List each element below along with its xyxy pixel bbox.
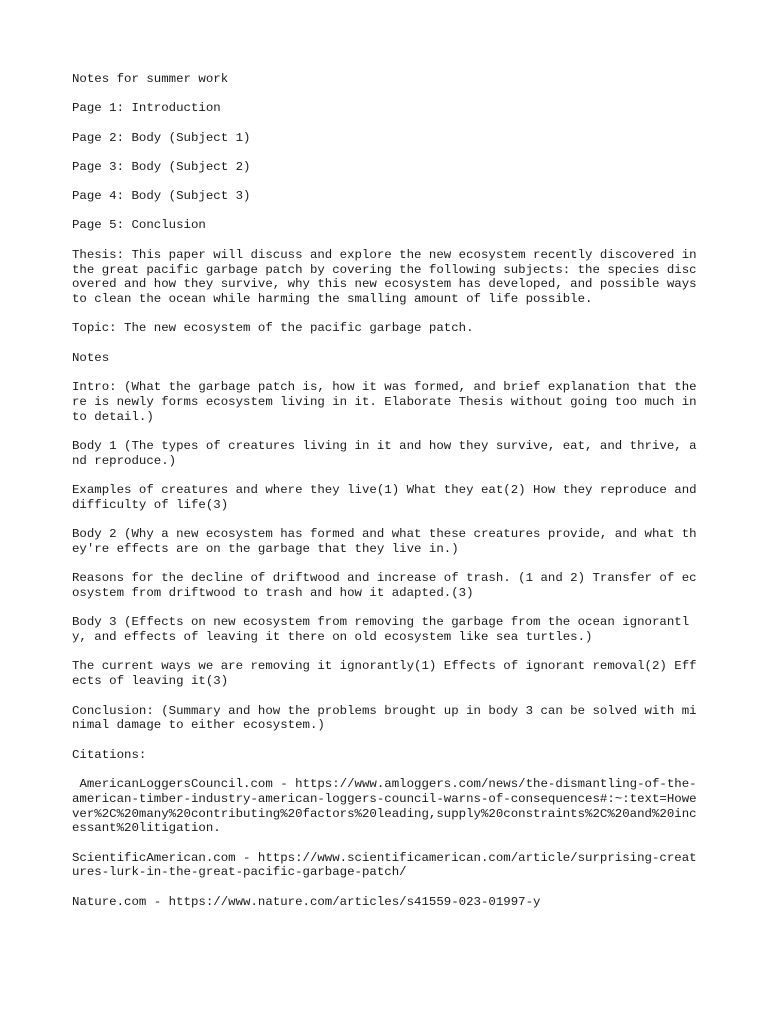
body-3-notes: Body 3 (Effects on new ecosystem from removing the garbage from the ocean ignorantly, and effects of leaving it there on old ecosystem like sea turtles.): [72, 615, 690, 645]
outline-page-4: Page 4: Body (Subject 3): [72, 189, 251, 204]
body-2-reasons: Reasons for the decline of driftwood and increase of trash. (1 and 2) Transfer of ecosystem from driftwood to trash and how it adapted.(3): [72, 571, 697, 601]
outline-page-2: Page 2: Body (Subject 1): [72, 130, 251, 145]
thesis-paragraph: Thesis: This paper will discuss and explore the new ecosystem recently discovered in the great pacific garbage patch by covering the following subjects: the species discovered and how they survive, why this new ecosystem has developed, and possible ways to clean the ocean while harming the smalling amount of life possible.: [72, 247, 705, 307]
citation-american-loggers-council: AmericanLoggersCouncil.com - https://www.amloggers.com/news/the-dismantling-of-the-american-timber-industry-american-loggers-council-warns-of-consequences#:~:text=However%2C%20many%20contributing%20factors%20leading,supply%20constraints%2C%20and%20incessant%20litigation.: [72, 776, 697, 836]
outline-page-5: Page 5: Conclusion: [72, 218, 206, 233]
body-1-examples: Examples of creatures and where they live(1) What they eat(2) How they reproduce and difficulty of life(3): [72, 483, 705, 512]
citations-heading: Citations:: [72, 747, 147, 762]
outline-page-3: Page 3: Body (Subject 2): [72, 159, 251, 174]
topic-paragraph: Topic: The new ecosystem of the pacific garbage patch.: [72, 321, 474, 336]
intro-notes: Intro: (What the garbage patch is, how it was formed, and brief explanation that there is newly forms ecosystem living in it. Elaborate Thesis without going too much into detail.): [72, 380, 697, 424]
outline-page-1: Page 1: Introduction: [72, 101, 221, 116]
body-2-notes: Body 2 (Why a new ecosystem has formed and what these creatures provide, and what they're effects are on the garbage that they live in.): [72, 527, 697, 556]
body-3-ways: The current ways we are removing it ignorantly(1) Effects of ignorant removal(2) Effects of leaving it(3): [72, 659, 697, 689]
notes-heading: Notes: [72, 350, 110, 365]
conclusion-notes: Conclusion: (Summary and how the problems brought up in body 3 can be solved with minimal damage to either ecosystem.): [72, 703, 697, 733]
citation-scientific-american: ScientificAmerican.com - https://www.scientificamerican.com/article/surprising-creatures-lurk-in-the-great-pacific-garbage-patch/: [72, 850, 697, 880]
document-title: Notes for summer work: [72, 72, 229, 86]
body-1-notes: Body 1 (The types of creatures living in it and how they survive, eat, and thrive, and reproduce.): [72, 438, 697, 468]
citation-nature: Nature.com - https://www.nature.com/articles/s41559-023-01997-y: [72, 894, 541, 909]
